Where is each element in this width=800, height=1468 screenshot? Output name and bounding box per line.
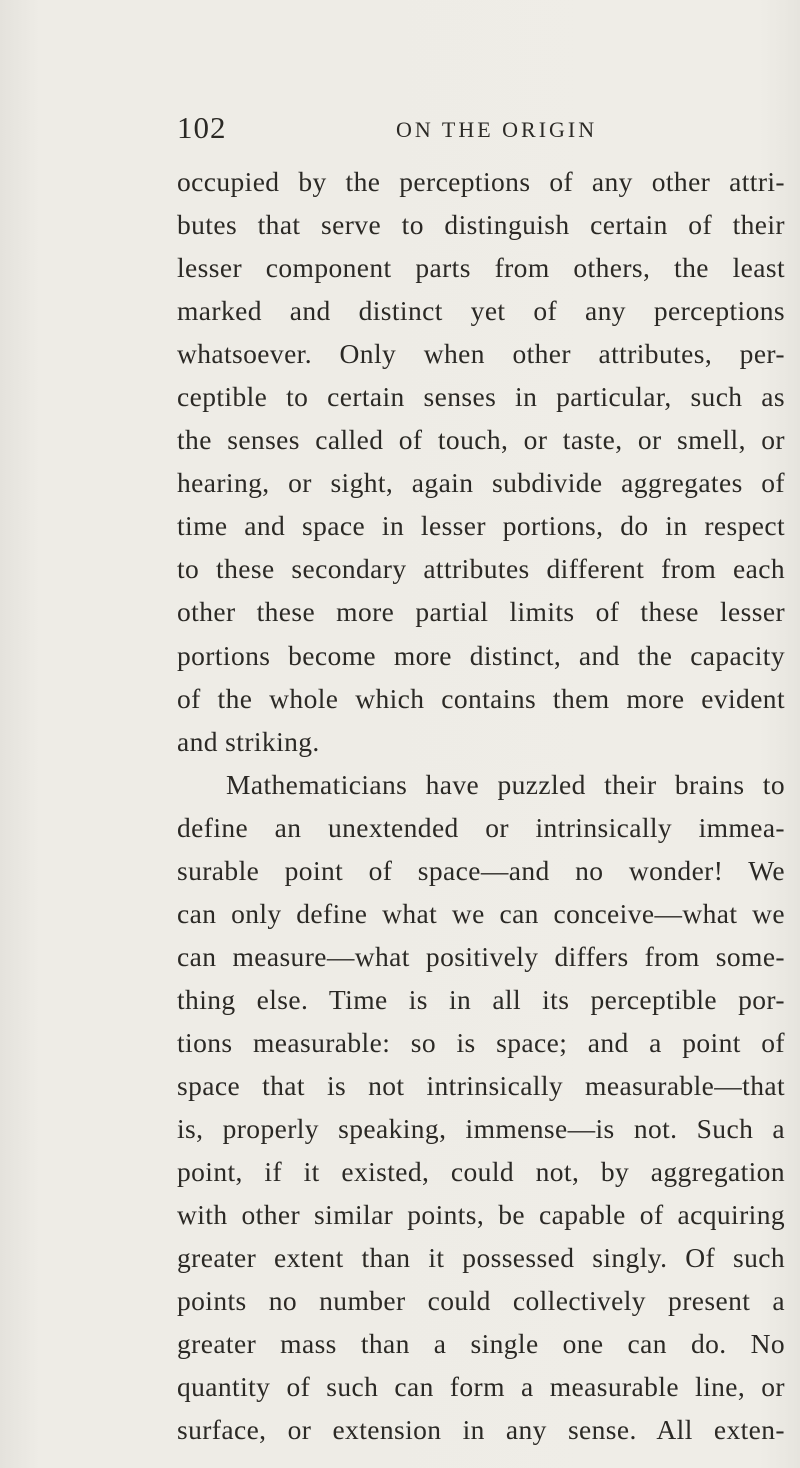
text-line: surable point of space—and no wonder! We: [177, 854, 785, 886]
text-line: with other similar points, be capable of acquiring: [177, 1199, 785, 1231]
text-line: greater mass than a single one can do. No: [177, 1328, 785, 1360]
text-line: occupied by the perceptions of any other attri-: [177, 166, 785, 197]
text-line: butes that serve to distinguish certain of their: [177, 209, 785, 241]
text-line: other these more partial limits of these lesser: [177, 596, 785, 628]
text-line: marked and distinct yet of any perceptions: [177, 295, 785, 327]
text-line: the senses called of touch, or taste, or smell, or: [177, 424, 785, 456]
text-line: time and space in lesser portions, do in respect: [177, 510, 785, 542]
text-line: define an unextended or intrinsically immea-: [177, 811, 785, 843]
text-line: ceptible to certain senses in particular, such as: [177, 381, 785, 413]
text-line: hearing, or sight, again subdivide aggregates of: [177, 467, 785, 499]
text-line: can measure—what positively differs from some-: [177, 940, 785, 972]
text-line: points no number could collectively present a: [177, 1285, 785, 1317]
text-line: tions measurable: so is space; and a point of: [177, 1026, 785, 1058]
paragraph-end-line: and striking.: [177, 725, 320, 757]
body-text: [177, 160, 785, 1451]
text-line: whatsoever. Only when other attributes, per-: [177, 338, 785, 370]
text-line: thing else. Time is in all its perceptible por-: [177, 983, 785, 1015]
text-line: portions become more distinct, and the capacity: [177, 639, 785, 671]
running-head: ON THE ORIGIN: [396, 117, 598, 142]
paragraph-start-line: Mathematicians have puzzled their brains to: [226, 768, 785, 800]
text-line: space that is not intrinsically measurable—that: [177, 1069, 785, 1101]
text-line: quantity of such can form a measurable line, or: [177, 1371, 785, 1403]
page-header: [177, 108, 787, 148]
text-line: surface, or extension in any sense. All exten-: [177, 1414, 785, 1446]
text-line: lesser component parts from others, the least: [177, 252, 785, 284]
text-line: of the whole which contains them more evident: [177, 682, 785, 714]
page-number: 102: [177, 110, 227, 145]
text-line: to these secondary attributes different from each: [177, 553, 785, 585]
text-line: greater extent than it possessed singly. Of such: [177, 1242, 785, 1274]
text-line: is, properly speaking, immense—is not. Such a: [177, 1113, 785, 1145]
text-line: can only define what we can conceive—what we: [177, 897, 785, 929]
text-line: point, if it existed, could not, by aggregation: [177, 1156, 785, 1188]
